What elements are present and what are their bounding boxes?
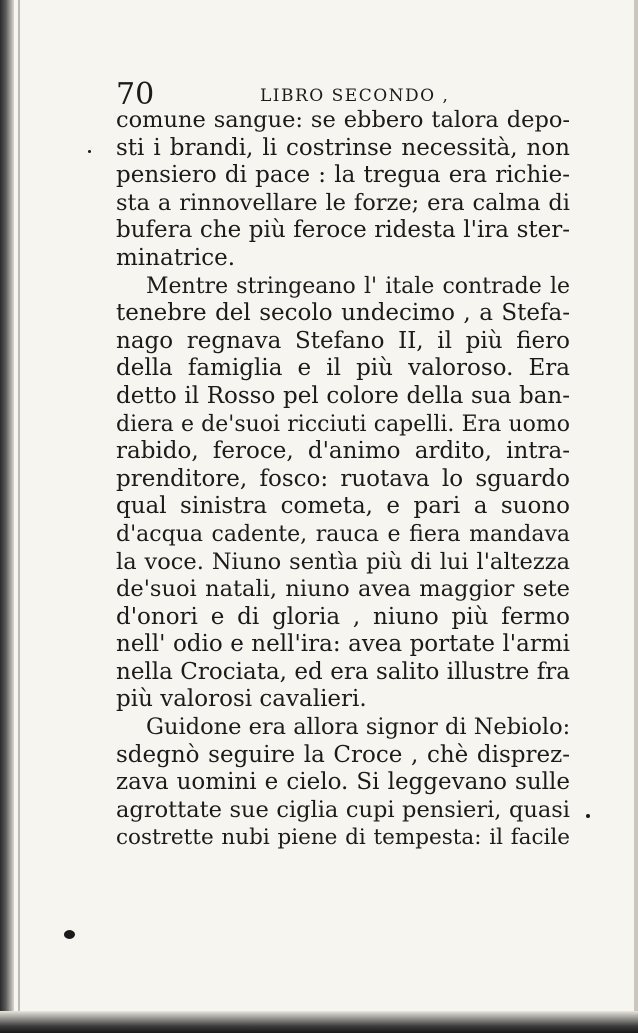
text-line: d'onori e di gloria , niuno più fermo [116, 603, 570, 630]
text-line: della famiglia e il più valoroso. Era [116, 355, 570, 382]
text-line: de'suoi natali, niuno avea maggior sete [116, 576, 570, 603]
text-line: pensiero di pace : la tregua era richie- [116, 162, 570, 189]
gutter-shadow-line [18, 0, 20, 1033]
text-line: zava uomini e cielo. Si leggevano sulle [116, 769, 570, 796]
text-line: nell' odio e nell'ira: avea portate l'armi [116, 631, 570, 658]
text-line: qual sinistra cometa, e pari a suono [116, 493, 570, 520]
text-line: sdegnò seguire la Croce , chè disprez- [116, 741, 570, 768]
page-number: 70 [116, 77, 155, 112]
running-head: LIBRO SECONDO , [260, 86, 450, 106]
text-line: agrottate sue ciglia cupi pensieri, quasi [116, 796, 570, 823]
text-line: nago regnava Stefano II, il più fiero [116, 327, 570, 354]
text-line: bufera che più feroce ridesta l'ira ster- [116, 217, 570, 244]
text-line: sti i brandi, li costrinse necessità, non [116, 134, 570, 161]
ink-speck [586, 814, 590, 818]
text-line: detto il Rosso pel colore della sua ban- [116, 382, 570, 409]
ink-spot [64, 930, 75, 939]
text-line: più valorosi cavalieri. [116, 686, 367, 713]
text-line: prenditore, fosco: ruotava lo sguardo [116, 465, 570, 492]
text-line: diera e de'suoi ricciuti capelli. Era uomo [116, 411, 570, 437]
text-line: nella Crociata, ed era salito illustre fra [116, 658, 570, 685]
text-line: sta a rinnovellare le forze; era calma di [116, 189, 570, 216]
ink-speck [88, 150, 91, 153]
text-line: rabido, feroce, d'animo ardito, intra- [116, 438, 570, 465]
text-line: comune sangue: se ebbero talora depo- [116, 107, 570, 133]
body-text [116, 107, 570, 852]
text-line: la voce. Niuno sentìa più di lui l'altezza [116, 548, 570, 575]
text-line: Guidone era allora signor di Nebiolo: [146, 714, 570, 741]
page-right-edge [634, 0, 638, 1033]
text-line: Mentre stringeano l' itale contrade le [146, 273, 570, 299]
page-bottom-edge [0, 1011, 638, 1033]
text-line: d'acqua cadente, rauca e fiera mandava [116, 521, 570, 547]
text-line: tenebre del secolo undecimo , a Stefa- [116, 300, 570, 327]
text-line: costrette nubi piene di tempesta: il facile [116, 825, 570, 851]
text-line: minatrice. [116, 244, 236, 271]
binding-gutter [0, 0, 14, 1033]
